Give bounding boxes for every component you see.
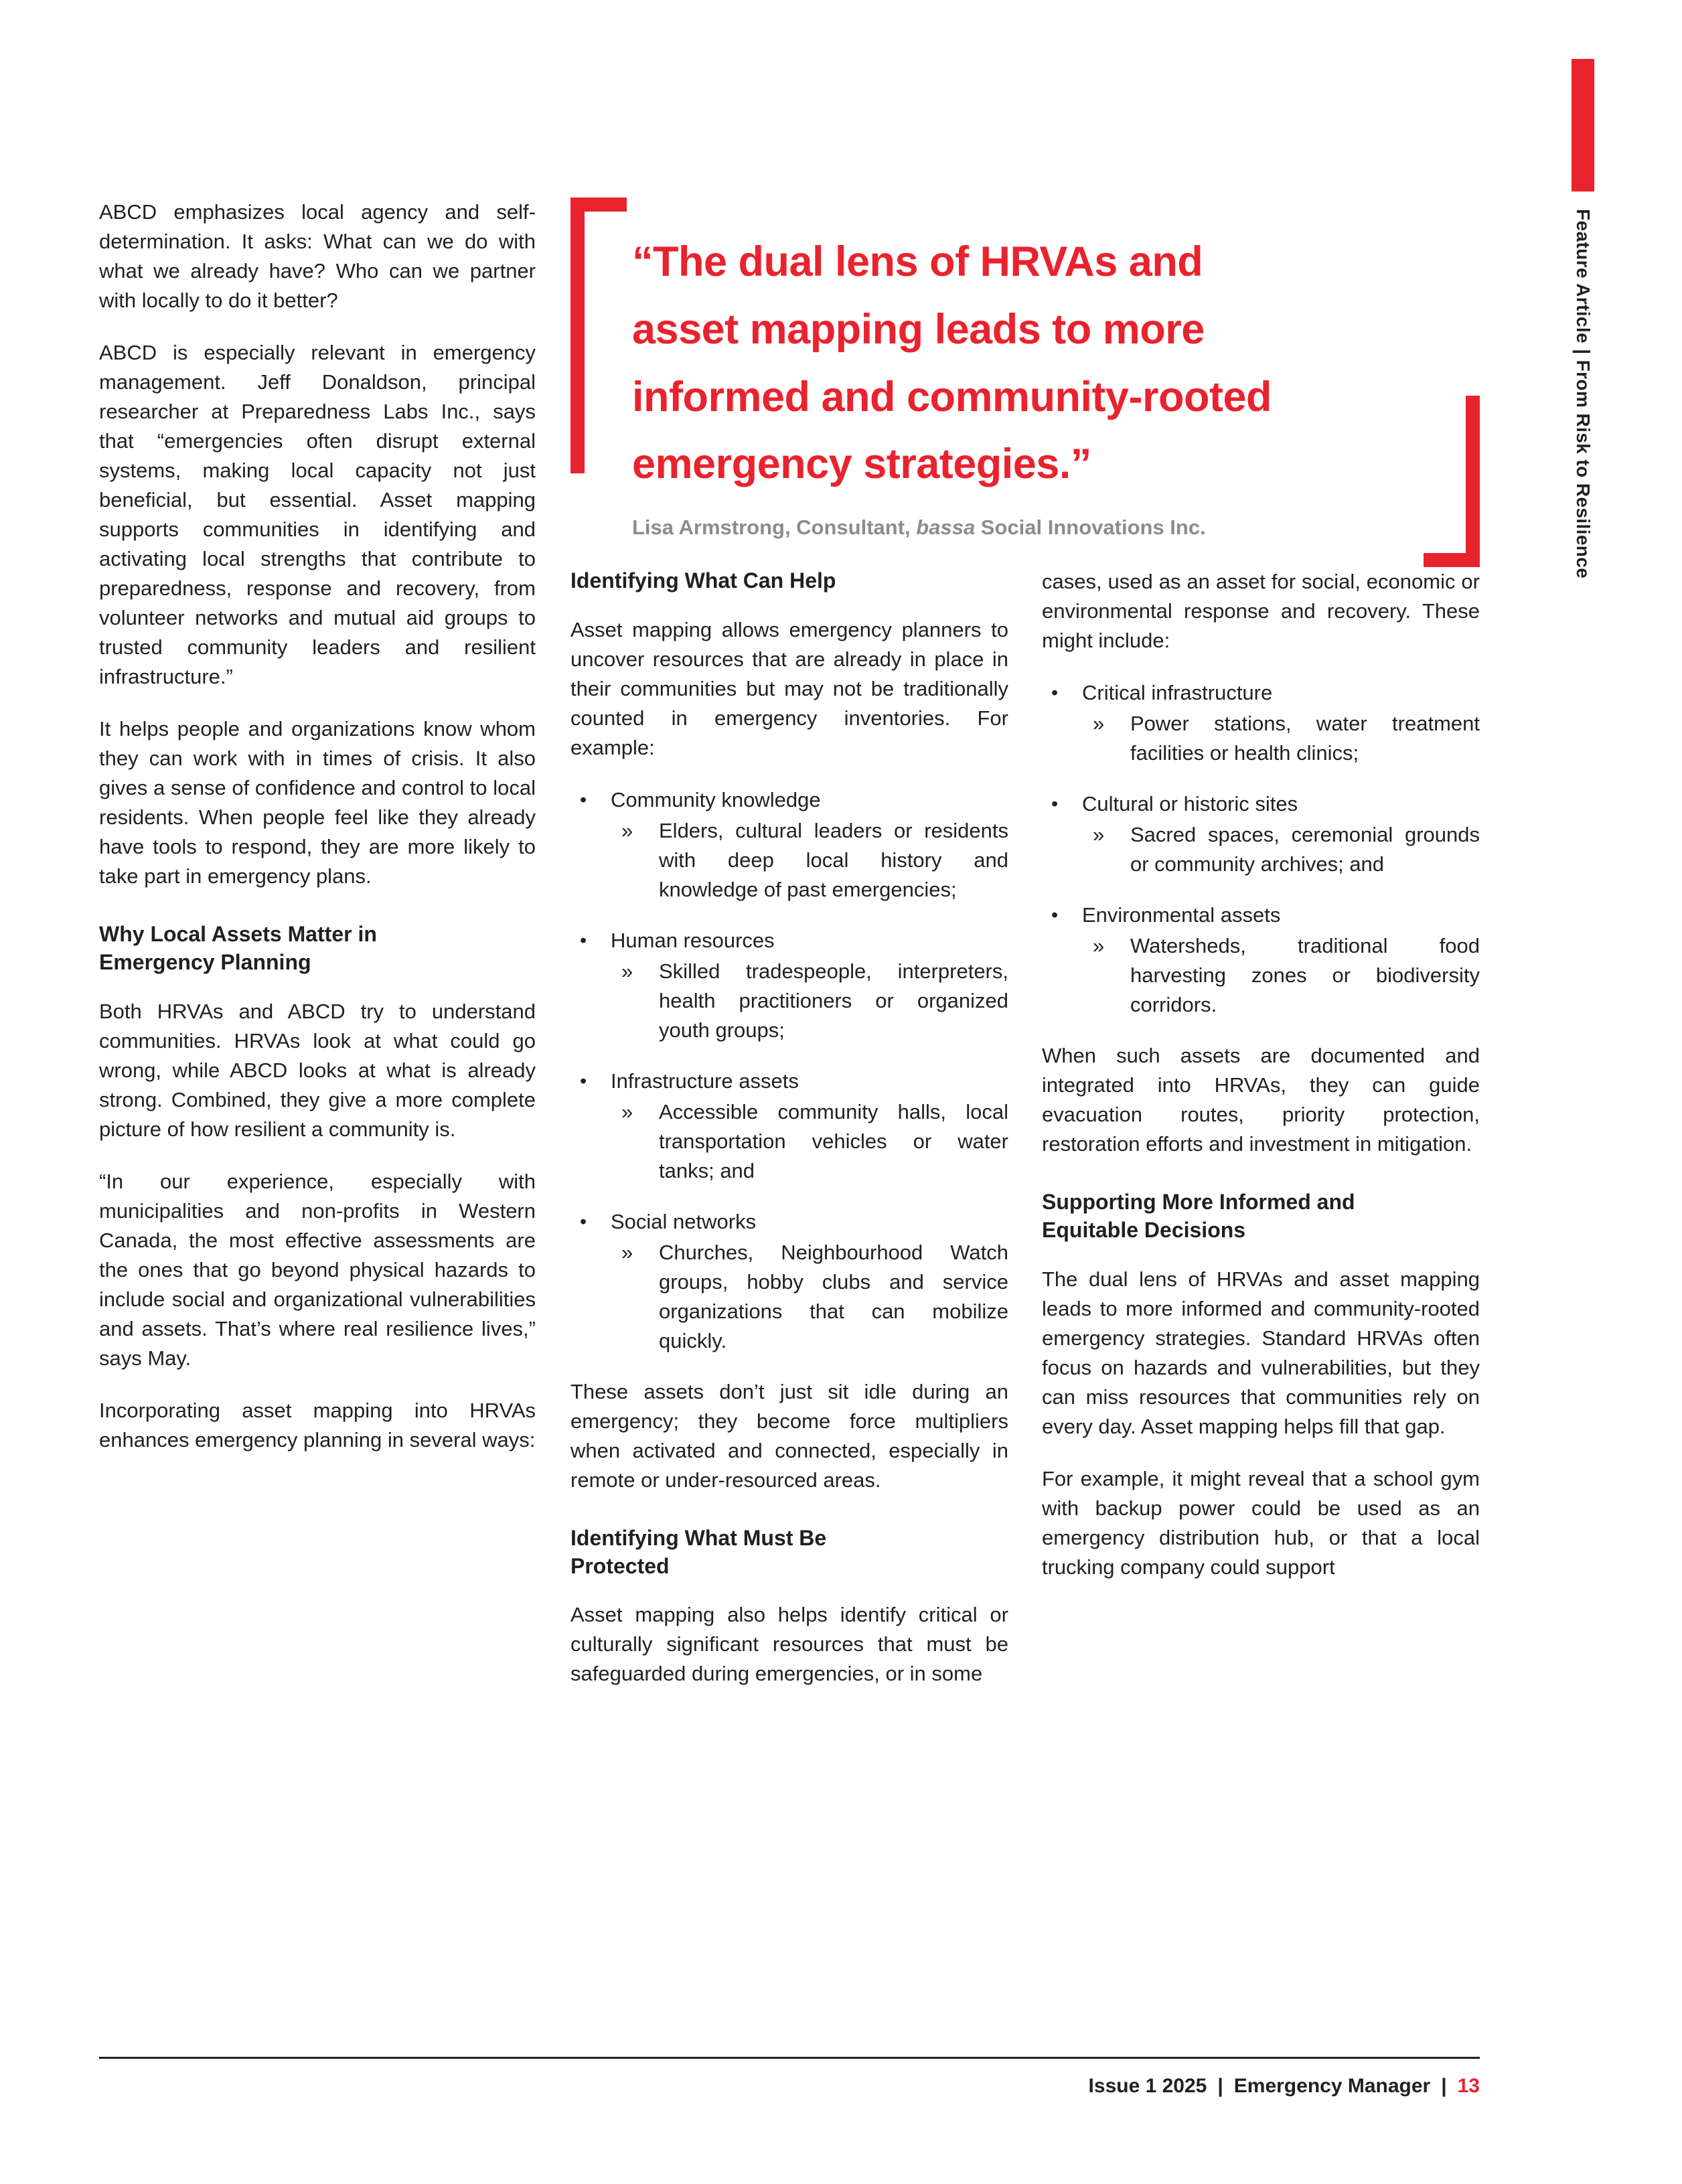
- sub-bullet-text: Elders, cultural leaders or residents with deep local history and knowledge of past emergencies;: [659, 818, 1008, 901]
- paragraph: cases, used as an asset for social, economic or environmental response and recovery. These might include:: [1042, 570, 1480, 653]
- pull-quote-line: “The dual lens of HRVAs and: [632, 238, 1203, 285]
- sub-bullet-text: Accessible community halls, local transportation vehicles or water tanks; and: [659, 1100, 1008, 1183]
- bullet-label: Infrastructure assets: [611, 1069, 799, 1093]
- quote-bracket-top-left-icon: [570, 198, 627, 473]
- pull-quote: [570, 198, 1480, 567]
- sub-list-item: [570, 816, 1008, 905]
- sub-list-item: [570, 1097, 1008, 1186]
- bullet-icon: •: [580, 1070, 587, 1092]
- list-item: [570, 1067, 1008, 1186]
- edge-section-label: Feature Article | From Risk to Resilience: [1573, 209, 1594, 579]
- list-item: [570, 785, 1008, 905]
- chevron-bullet-icon: »: [621, 1100, 633, 1123]
- chevron-bullet-icon: »: [621, 1241, 633, 1265]
- list-item: [570, 926, 1008, 1045]
- list-item: [1042, 789, 1480, 879]
- sub-list-item: [1042, 709, 1480, 768]
- sub-bullet-text: Skilled tradespeople, interpreters, health practitioners or organized youth groups;: [659, 959, 1008, 1042]
- bullet-label: Environmental assets: [1082, 903, 1281, 927]
- footer-publication: Emergency Manager: [1233, 2075, 1431, 2097]
- pull-quote-line: asset mapping leads to more: [632, 305, 1205, 353]
- footer-separator: |: [1441, 2075, 1447, 2097]
- sub-bullet-text: Churches, Neighbourhood Watch groups, hobby clubs and service organizations that can mobilize quickly.: [659, 1241, 1008, 1353]
- bullet-label: Social networks: [611, 1210, 757, 1234]
- columns-2-3: [570, 567, 1480, 1711]
- pull-quote-line: informed and community-rooted: [632, 373, 1272, 420]
- sub-bullet-text: Power stations, water treatment facilities or health clinics;: [1130, 712, 1480, 765]
- quote-bracket-bottom-right-icon: [1424, 396, 1480, 567]
- edge-strip: [1571, 59, 1595, 578]
- chevron-bullet-icon: »: [621, 959, 633, 983]
- attribution-name: Lisa Armstrong, Consultant,: [632, 516, 917, 540]
- bullet-icon: •: [580, 789, 587, 811]
- bullet-label: Cultural or historic sites: [1082, 792, 1298, 816]
- section-heading: Why Local Assets Matter in Emergency Planning: [99, 922, 377, 974]
- paragraph: Incorporating asset mapping into HRVAs enhances emergency planning in several ways:: [99, 1398, 536, 1452]
- paragraph: Asset mapping also helps identify critical or culturally significant resources that must be safeguarded during emergencies, or in some: [570, 1603, 1008, 1686]
- article-body: [99, 198, 1480, 1711]
- paragraph: Asset mapping allows emergency planners to uncover resources that are already in place in their communities but may not be traditionally counted in emergency inventories. For example:: [570, 617, 1008, 759]
- bullet-label: Human resources: [611, 928, 775, 952]
- chevron-bullet-icon: »: [1093, 934, 1105, 958]
- sub-list-item: [1042, 931, 1480, 1020]
- paragraph: These assets don’t just sit idle during an emergency; they become force multipliers when activated and connected, especially in remote or under-resourced areas.: [570, 1380, 1008, 1492]
- sub-bullet-text: Watersheds, traditional food harvesting zones or biodiversity corridors.: [1130, 934, 1480, 1017]
- list-item: [1042, 678, 1480, 768]
- paragraph: Both HRVAs and ABCD try to understand communities. HRVAs look at what could go wrong, while ABCD looks at what is already strong. Combined, they give a more complete picture of how resilient a community is.: [99, 999, 536, 1141]
- bullet-icon: •: [580, 1211, 587, 1233]
- paragraph: ABCD emphasizes local agency and self-determination. It asks: What can we do with what we already have? Who can we partner with locally to do it better?: [99, 200, 536, 313]
- footer-separator: |: [1217, 2075, 1223, 2097]
- right-region: [570, 198, 1480, 1711]
- bullet-icon: •: [1051, 682, 1059, 704]
- paragraph: ABCD is especially relevant in emergency management. Jeff Donaldson, principal researcher at Preparedness Labs Inc., says that “emergencies often disrupt external systems, making local capacity not just beneficial, but essential. Asset mapping supports communities in identifying and activating local strengths that contribute to preparedness, response and recovery, from volunteer networks and mutual aid groups to trusted community leaders and resilient infrastructure.”: [99, 341, 536, 689]
- section-heading: Identifying What Can Help: [570, 568, 836, 593]
- sub-bullet-text: Sacred spaces, ceremonial grounds or community archives; and: [1130, 823, 1480, 876]
- section-heading: Supporting More Informed and Equitable Decisions: [1042, 1190, 1355, 1243]
- footer-page-number: 13: [1457, 2075, 1480, 2097]
- paragraph: “In our experience, especially with municipalities and non-profits in Western Canada, the most effective assessments are the ones that go beyond physical hazards to include social and organizational vulnerabilities and assets. That’s where real resilience lives,” says May.: [99, 1169, 536, 1370]
- list-item: [570, 1207, 1008, 1356]
- chevron-bullet-icon: »: [1093, 823, 1105, 847]
- chevron-bullet-icon: »: [1093, 712, 1105, 736]
- column-3: [1042, 567, 1480, 1711]
- column-2: [570, 567, 1008, 1711]
- paragraph: The dual lens of HRVAs and asset mapping leads to more informed and community-rooted emergency strategies. Standard HRVAs often focus on hazards and vulnerabilities, but they can miss resources that communities rely on every day. Asset mapping helps fill that gap.: [1042, 1267, 1480, 1438]
- list-item: [1042, 901, 1480, 1020]
- bullet-icon: •: [1051, 905, 1059, 927]
- sub-list-item: [570, 1238, 1008, 1356]
- page-footer: [99, 2057, 1480, 2098]
- sub-list-item: [570, 957, 1008, 1045]
- bullet-icon: •: [580, 929, 587, 951]
- attribution-company-italic: bassa: [916, 516, 976, 540]
- paragraph: It helps people and organizations know whom they can work with in times of crisis. It also gives a sense of confidence and control to local residents. When people feel like they already have tools to respond, they are more likely to take part in emergency plans.: [99, 717, 536, 888]
- paragraph: For example, it might reveal that a school gym with backup power could be used as an emergency distribution hub, or that a local trucking company could support: [1042, 1466, 1480, 1579]
- pull-quote-text: [570, 198, 1480, 498]
- column-1: [99, 198, 536, 1711]
- attribution-company: Social Innovations Inc.: [975, 516, 1206, 540]
- chevron-bullet-icon: »: [621, 818, 633, 842]
- bullet-icon: •: [1051, 793, 1059, 815]
- section-heading: Identifying What Must Be Protected: [570, 1526, 827, 1578]
- pull-quote-attribution: [570, 516, 1480, 540]
- bullet-label: Community knowledge: [611, 787, 821, 811]
- paragraph: When such assets are documented and integrated into HRVAs, they can guide evacuation routes, priority protection, restoration efforts and investment in mitigation.: [1042, 1044, 1480, 1156]
- sub-list-item: [1042, 820, 1480, 879]
- bullet-label: Critical infrastructure: [1082, 681, 1273, 705]
- pull-quote-line: emergency strategies.”: [632, 441, 1091, 488]
- edge-red-bar: [1572, 59, 1594, 191]
- footer-issue: Issue 1 2025: [1088, 2075, 1207, 2097]
